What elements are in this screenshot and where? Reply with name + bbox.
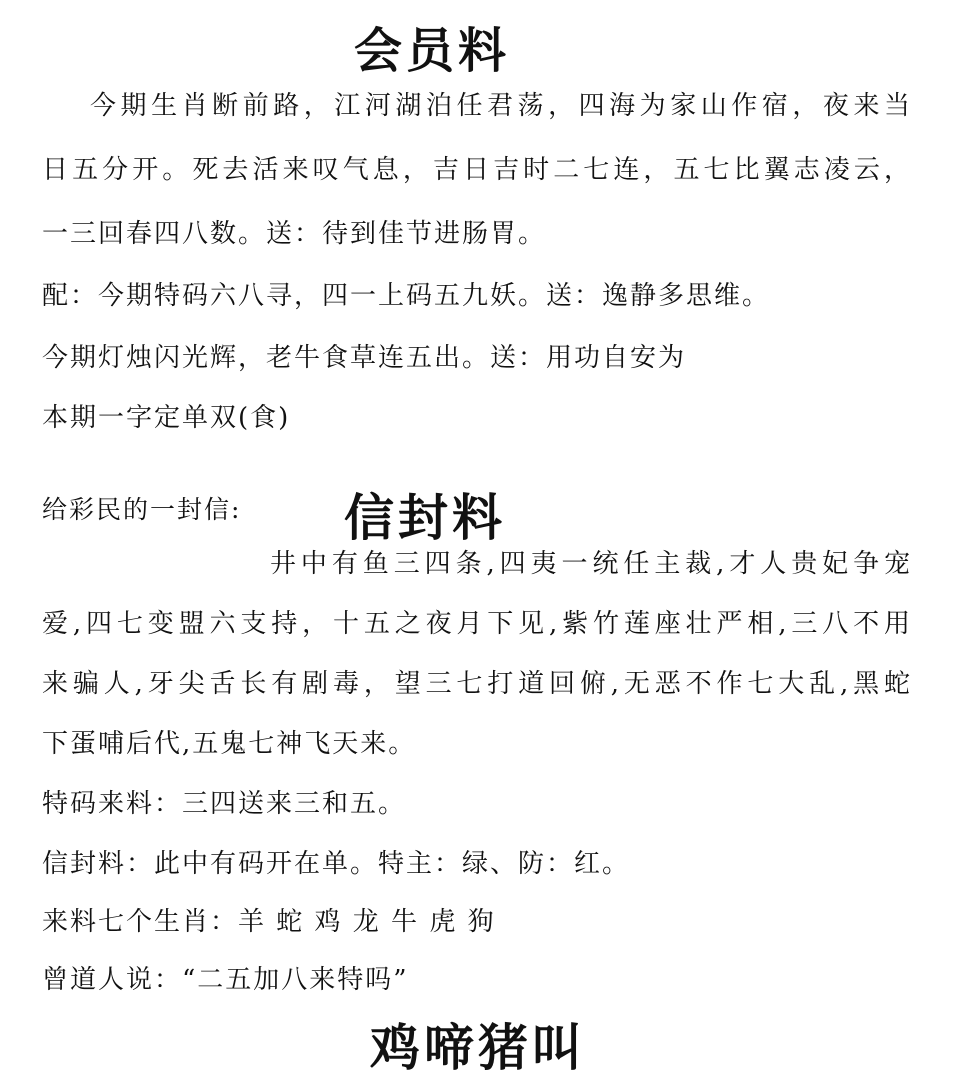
verse-line-1: 今期生肖断前路，江河湖泊任君荡，四海为家山作宿，夜来当	[90, 91, 912, 121]
envelope-line-1: 井中有鱼三四条,四夷一统任主裁,才人贵妃争宠	[270, 549, 912, 579]
odd-even-line: 本期一字定单双(食)	[42, 403, 291, 433]
verse-line-2: 日五分开。死去活来叹气息，吉日吉时二七连，五七比翼志凌云，	[42, 155, 912, 185]
rooster-pig-title: 鸡啼猪叫	[370, 1018, 586, 1077]
verse-line-4: 今期灯烛闪光辉，老牛食草连五出。送：用功自安为	[42, 343, 687, 373]
special-code-line: 特码来料：三四送来三和五。	[42, 789, 407, 819]
zodiac-list-line: 来料七个生肖：羊 蛇 鸡 龙 牛 虎 狗	[42, 907, 496, 937]
envelope-line-2: 爱,四七变盟六支持，十五之夜月下见,紫竹莲座壮严相,三八不用	[42, 609, 912, 639]
envelope-code-line: 信封料：此中有码开在单。特主：绿、防：红。	[42, 849, 631, 879]
verse-line-3: 一三回春四八数。送：待到佳节进肠胃。	[42, 219, 547, 249]
envelope-line-4: 下蛋哺后代,五鬼七神飞天来。	[42, 729, 417, 759]
envelope-info-title: 信封料	[344, 488, 506, 547]
taoist-saying-line: 曾道人说：“二五加八来特吗”	[42, 965, 409, 995]
envelope-line-3: 来骗人,牙尖舌长有剧毒，望三七打道回俯,无恶不作七大乱,黑蛇	[42, 669, 912, 699]
member-info-title: 会员料	[354, 23, 511, 79]
letter-intro: 给彩民的一封信:	[42, 495, 242, 524]
pairing-line: 配：今期特码六八寻，四一上码五九妖。送：逸静多思维。	[42, 281, 771, 311]
